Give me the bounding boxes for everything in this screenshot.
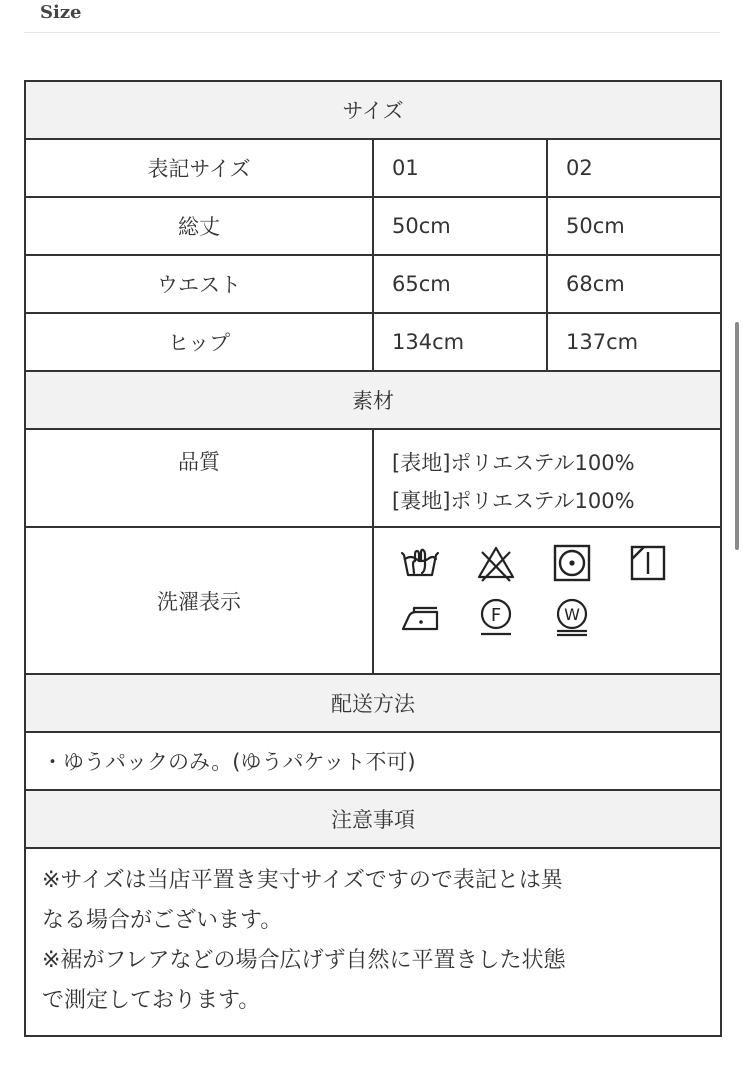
row-value: 137cm [547,313,721,371]
quality-line-outer: [表地]ポリエステル100% [392,451,635,475]
size-header-label: 表記サイズ [25,139,373,197]
shipping-section-title: 配送方法 [25,674,721,732]
notes-text [25,848,721,1036]
no-bleach-icon [476,543,516,583]
material-section-row [25,371,721,429]
svg-text:F: F [490,605,502,626]
tumble-dry-icon [552,543,592,583]
page-heading: Size [40,2,82,23]
row-value: 65cm [373,255,547,313]
table-row [25,313,721,371]
size-header-row [25,139,721,197]
material-section-title: 素材 [25,371,721,429]
size-section-title: サイズ [25,81,721,139]
heading-divider [24,32,720,33]
row-label-waist: ウエスト [25,255,373,313]
table-row [25,255,721,313]
size-header-col2: 02 [547,139,721,197]
table-row [25,197,721,255]
quality-label: 品質 [25,429,373,527]
shipping-row [25,732,721,790]
shipping-text: ・ゆうパックのみ。(ゆうパケット不可) [25,732,721,790]
row-value: 68cm [547,255,721,313]
wet-clean-w-icon [552,597,592,637]
care-icons-row [400,596,720,638]
note-line: なる場合がございます。 [42,908,283,933]
shipping-section-row [25,674,721,732]
spec-table [24,80,722,1037]
quality-row [25,429,721,527]
notes-section-row [25,790,721,848]
line-dry-shade-icon [628,543,668,583]
size-header-col1: 01 [373,139,547,197]
iron-low-icon [400,597,440,637]
row-label-length: 総丈 [25,197,373,255]
row-label-hip: ヒップ [25,313,373,371]
size-section-row [25,81,721,139]
care-row [25,527,721,674]
notes-row [25,848,721,1036]
row-value: 134cm [373,313,547,371]
care-symbols [373,527,721,674]
row-value: 50cm [547,197,721,255]
note-line: ※裾がフレアなどの場合広げず自然に平置きした状態 [42,948,566,973]
quality-line-lining: [裏地]ポリエステル100% [392,489,635,513]
row-value: 50cm [373,197,547,255]
notes-section-title: 注意事項 [25,790,721,848]
quality-value [373,429,721,527]
note-line: ※サイズは当店平置き実寸サイズですので表記とは異 [42,868,563,893]
hand-wash-icon [400,543,440,583]
scrollbar[interactable] [735,322,739,550]
care-icons-row [400,542,720,584]
care-label: 洗濯表示 [25,527,373,674]
note-line: で測定しております。 [42,988,261,1013]
svg-text:W: W [564,605,580,624]
dry-clean-f-icon [476,597,516,637]
